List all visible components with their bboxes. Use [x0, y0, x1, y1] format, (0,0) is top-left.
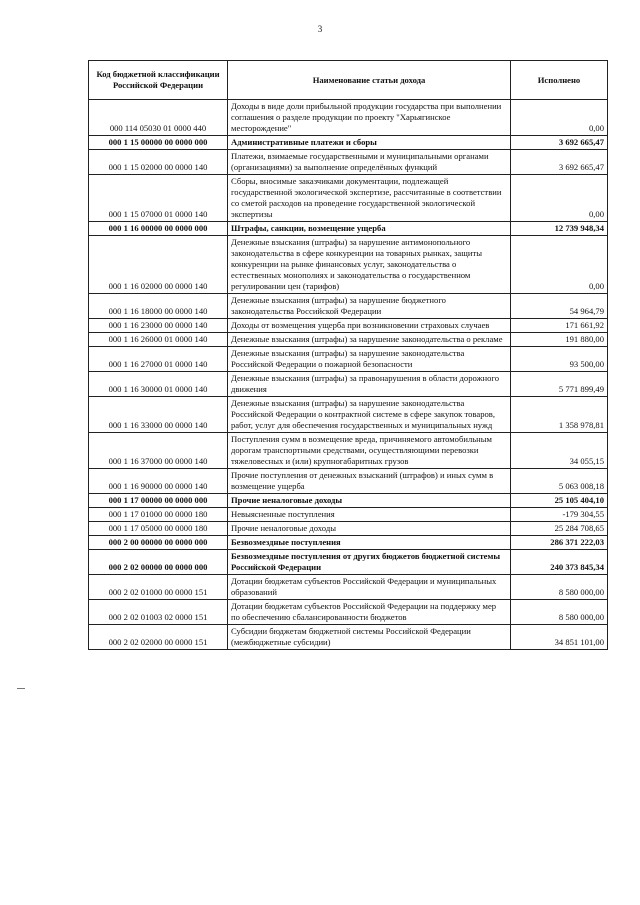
table-row [89, 333, 608, 347]
table-row [89, 469, 608, 494]
revenue-name-cell: Денежные взыскания (штрафы) за нарушение законодательства Российской Федерации о пожарной безопасности [228, 347, 511, 372]
budget-code-cell: 000 1 17 00000 00 0000 000 [89, 494, 228, 508]
budget-code-cell: 000 1 16 27000 01 0000 140 [89, 347, 228, 372]
revenue-name-cell: Поступления сумм в возмещение вреда, причиняемого автомобильным дорогам транспортными средствами, осуществляющими перевозки тяжеловесных и (или) крупногабаритных грузов [228, 433, 511, 469]
revenue-name-cell: Субсидии бюджетам бюджетной системы Российской Федерации (межбюджетные субсидии) [228, 625, 511, 650]
revenue-name-cell: Дотации бюджетам субъектов Российской Федерации и муниципальных образований [228, 575, 511, 600]
amount-cell: 12 739 948,34 [511, 222, 608, 236]
table-row [89, 625, 608, 650]
amount-cell: 93 500,00 [511, 347, 608, 372]
amount-cell: 34 055,15 [511, 433, 608, 469]
revenue-name-cell: Прочие неналоговые доходы [228, 494, 511, 508]
revenue-name-cell: Безвозмездные поступления [228, 536, 511, 550]
budget-code-cell: 000 1 16 23000 00 0000 140 [89, 319, 228, 333]
amount-cell: 25 284 708,65 [511, 522, 608, 536]
budget-code-cell: 000 2 02 01003 02 0000 151 [89, 600, 228, 625]
budget-code-cell: 000 2 00 00000 00 0000 000 [89, 536, 228, 550]
budget-code-cell: 000 2 02 01000 00 0000 151 [89, 575, 228, 600]
table-row [89, 294, 608, 319]
amount-cell: 286 371 222,03 [511, 536, 608, 550]
revenue-name-cell: Невыясненные поступления [228, 508, 511, 522]
budget-code-cell: 000 1 16 30000 01 0000 140 [89, 372, 228, 397]
amount-cell: 25 105 404,10 [511, 494, 608, 508]
table-row [89, 522, 608, 536]
header-revenue-name: Наименование статьи дохода [228, 61, 511, 100]
amount-cell: 191 880,00 [511, 333, 608, 347]
table-row [89, 100, 608, 136]
budget-code-cell: 000 1 17 01000 00 0000 180 [89, 508, 228, 522]
table-row [89, 150, 608, 175]
revenue-name-cell: Денежные взыскания (штрафы) за нарушение бюджетного законодательства Российской Федерации [228, 294, 511, 319]
revenue-name-cell: Безвозмездные поступления от других бюджетов бюджетной системы Российской Федерации [228, 550, 511, 575]
revenue-name-cell: Денежные взыскания (штрафы) за нарушение законодательства Российской Федерации о контрактной системе в сфере закупок товаров, работ, услуг для обеспечения государственных и муниципальных нужд [228, 397, 511, 433]
budget-code-cell: 000 1 16 33000 00 0000 140 [89, 397, 228, 433]
page-number: 3 [317, 24, 323, 34]
table-row [89, 372, 608, 397]
revenue-table [88, 60, 608, 650]
amount-cell: 171 661,92 [511, 319, 608, 333]
table-row [89, 508, 608, 522]
budget-code-cell: 000 1 16 00000 00 0000 000 [89, 222, 228, 236]
table-row [89, 319, 608, 333]
table-row [89, 536, 608, 550]
revenue-name-cell: Сборы, вносимые заказчиками документации, подлежащей государственной экологической экспертизе, рассчитанные в соответствии со сметой расходов на проведение государственной экологической экспертизы [228, 175, 511, 222]
amount-cell: 5 063 008,18 [511, 469, 608, 494]
table-row [89, 433, 608, 469]
amount-cell: 3 692 665,47 [511, 150, 608, 175]
revenue-name-cell: Доходы в виде доли прибыльной продукции государства при выполнении соглашения о разделе продукции по проекту "Харьягинское месторождение" [228, 100, 511, 136]
table-row [89, 236, 608, 294]
amount-cell: 54 964,79 [511, 294, 608, 319]
budget-code-cell: 000 1 15 02000 00 0000 140 [89, 150, 228, 175]
revenue-name-cell: Административные платежи и сборы [228, 136, 511, 150]
amount-cell: 240 373 845,34 [511, 550, 608, 575]
budget-code-cell: 000 1 15 07000 01 0000 140 [89, 175, 228, 222]
revenue-name-cell: Прочие поступления от денежных взысканий (штрафов) и иных сумм в возмещение ущерба [228, 469, 511, 494]
budget-code-cell: 000 1 16 18000 00 0000 140 [89, 294, 228, 319]
revenue-name-cell: Денежные взыскания (штрафы) за нарушение законодательства о рекламе [228, 333, 511, 347]
budget-code-cell: 000 1 16 26000 01 0000 140 [89, 333, 228, 347]
revenue-name-cell: Денежные взыскания (штрафы) за нарушение антимонопольного законодательства в сфере конкуренции на товарных рынках, защиты конкуренции на рынке финансовых услуг, законодательства о естественных монополиях и законодательства о государственном регулировании цен (тарифов) [228, 236, 511, 294]
table-row [89, 494, 608, 508]
table-body [89, 100, 608, 650]
budget-code-cell: 000 1 16 02000 00 0000 140 [89, 236, 228, 294]
budget-code-cell: 000 1 16 90000 00 0000 140 [89, 469, 228, 494]
header-budget-code: Код бюджетной классификации Российской Федерации [89, 61, 228, 100]
table-row [89, 347, 608, 372]
table-row [89, 575, 608, 600]
revenue-name-cell: Прочие неналоговые доходы [228, 522, 511, 536]
table-row [89, 397, 608, 433]
amount-cell: 0,00 [511, 175, 608, 222]
header-executed: Исполнено [511, 61, 608, 100]
amount-cell: 34 851 101,00 [511, 625, 608, 650]
amount-cell: 8 580 000,00 [511, 575, 608, 600]
amount-cell: -179 304,55 [511, 508, 608, 522]
table-row [89, 600, 608, 625]
budget-code-cell: 000 2 02 02000 00 0000 151 [89, 625, 228, 650]
amount-cell: 1 358 978,81 [511, 397, 608, 433]
budget-code-cell: 000 1 16 37000 00 0000 140 [89, 433, 228, 469]
amount-cell: 3 692 665,47 [511, 136, 608, 150]
amount-cell: 8 580 000,00 [511, 600, 608, 625]
revenue-name-cell: Платежи, взимаемые государственными и муниципальными органами (организациями) за выполнение определённых функций [228, 150, 511, 175]
revenue-name-cell: Штрафы, санкции, возмещение ущерба [228, 222, 511, 236]
budget-code-cell: 000 1 17 05000 00 0000 180 [89, 522, 228, 536]
revenue-name-cell: Дотации бюджетам субъектов Российской Федерации на поддержку мер по обеспечению сбалансированности бюджетов [228, 600, 511, 625]
margin-mark [17, 688, 25, 689]
revenue-name-cell: Денежные взыскания (штрафы) за правонарушения в области дорожного движения [228, 372, 511, 397]
amount-cell: 0,00 [511, 100, 608, 136]
table-row [89, 175, 608, 222]
table-row [89, 136, 608, 150]
budget-code-cell: 000 1 15 00000 00 0000 000 [89, 136, 228, 150]
table-row [89, 222, 608, 236]
table-row [89, 550, 608, 575]
table-header-row [89, 61, 608, 100]
amount-cell: 0,00 [511, 236, 608, 294]
budget-code-cell: 000 114 05030 01 0000 440 [89, 100, 228, 136]
budget-code-cell: 000 2 02 00000 00 0000 000 [89, 550, 228, 575]
amount-cell: 5 771 899,49 [511, 372, 608, 397]
revenue-name-cell: Доходы от возмещения ущерба при возникновении страховых случаев [228, 319, 511, 333]
